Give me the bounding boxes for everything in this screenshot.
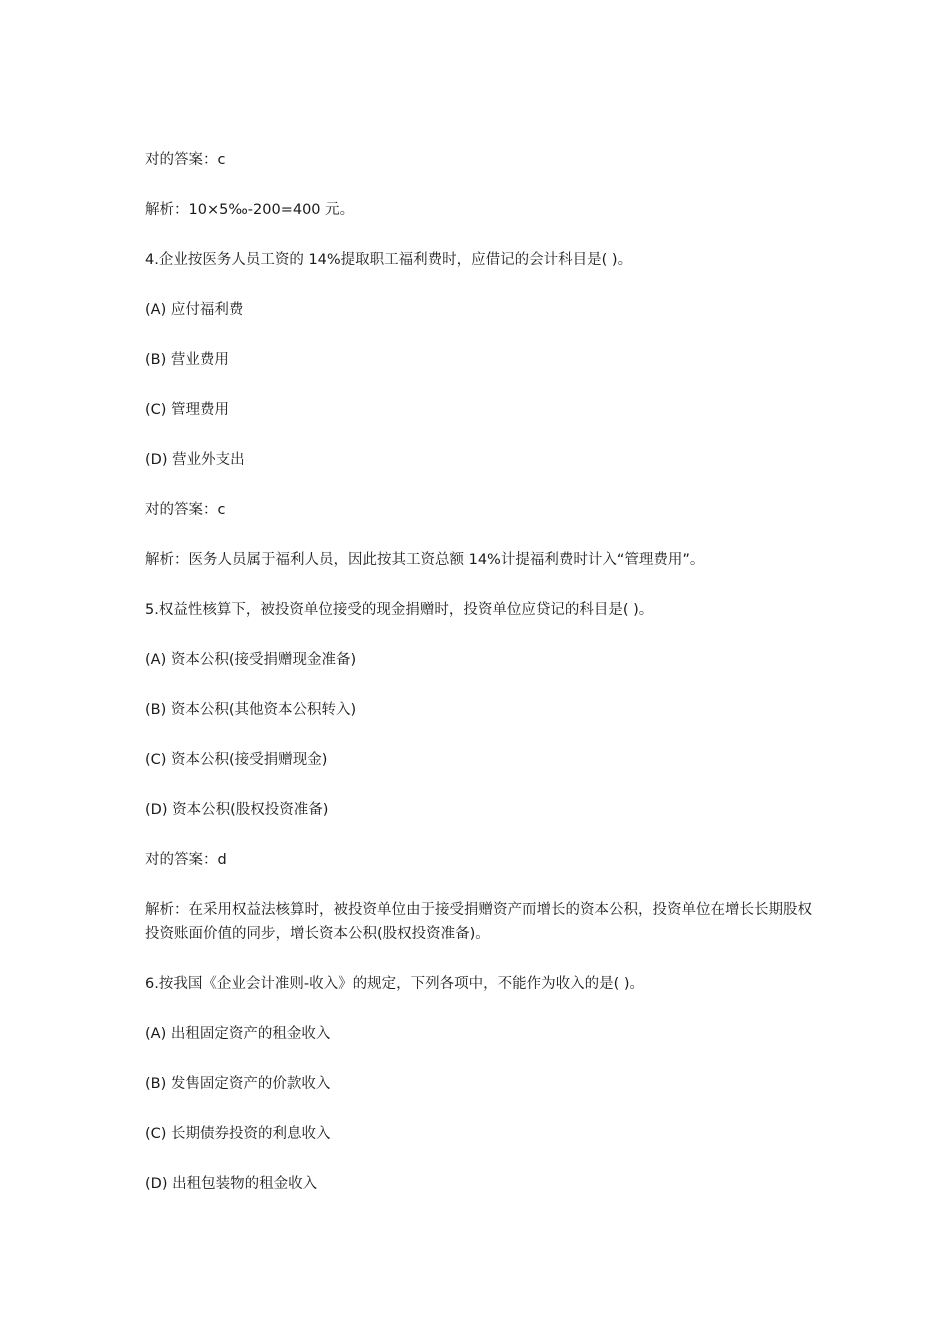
option-b: (B) 资本公积(其他资本公积转入) (145, 702, 357, 718)
document-body (145, 148, 825, 1222)
option-c: (C) 长期债券投资的利息收入 (145, 1126, 331, 1142)
option-b: (B) 发售固定资产的价款收入 (145, 1076, 331, 1092)
question-5: 5.权益性核算下，被投资单位接受的现金捐赠时，投资单位应贷记的科目是( )。 (145, 602, 654, 618)
explanation-line: 解析：10×5‰-200=400 元。 (145, 202, 355, 218)
answer-line: 对的答案：d (145, 852, 227, 868)
option-d: (D) 出租包装物的租金收入 (145, 1176, 318, 1192)
explanation-line: 解析：在采用权益法核算时，被投资单位由于接受捐赠资产而增长的资本公积，投资单位在增长长期股权投资账面价值的同步，增长资本公积(股权投资准备)。 (145, 902, 812, 942)
option-a: (A) 资本公积(接受捐赠现金准备) (145, 652, 357, 668)
option-b: (B) 营业费用 (145, 352, 229, 368)
option-d: (D) 营业外支出 (145, 452, 245, 468)
answer-line: 对的答案：c (145, 502, 226, 518)
answer-line: 对的答案：c (145, 152, 226, 168)
option-c: (C) 管理费用 (145, 402, 230, 418)
option-a: (A) 应付福利费 (145, 302, 244, 318)
option-a: (A) 出租固定资产的租金收入 (145, 1026, 331, 1042)
option-d: (D) 资本公积(股权投资准备) (145, 802, 329, 818)
option-c: (C) 资本公积(接受捐赠现金) (145, 752, 328, 768)
question-4: 4.企业按医务人员工资的 14%提取职工福利费时，应借记的会计科目是( )。 (145, 252, 633, 268)
question-6: 6.按我国《企业会计准则-收入》的规定，下列各项中，不能作为收入的是( )。 (145, 976, 644, 992)
explanation-line: 解析：医务人员属于福利人员，因此按其工资总额 14%计提福利费时计入“管理费用”。 (145, 552, 705, 568)
